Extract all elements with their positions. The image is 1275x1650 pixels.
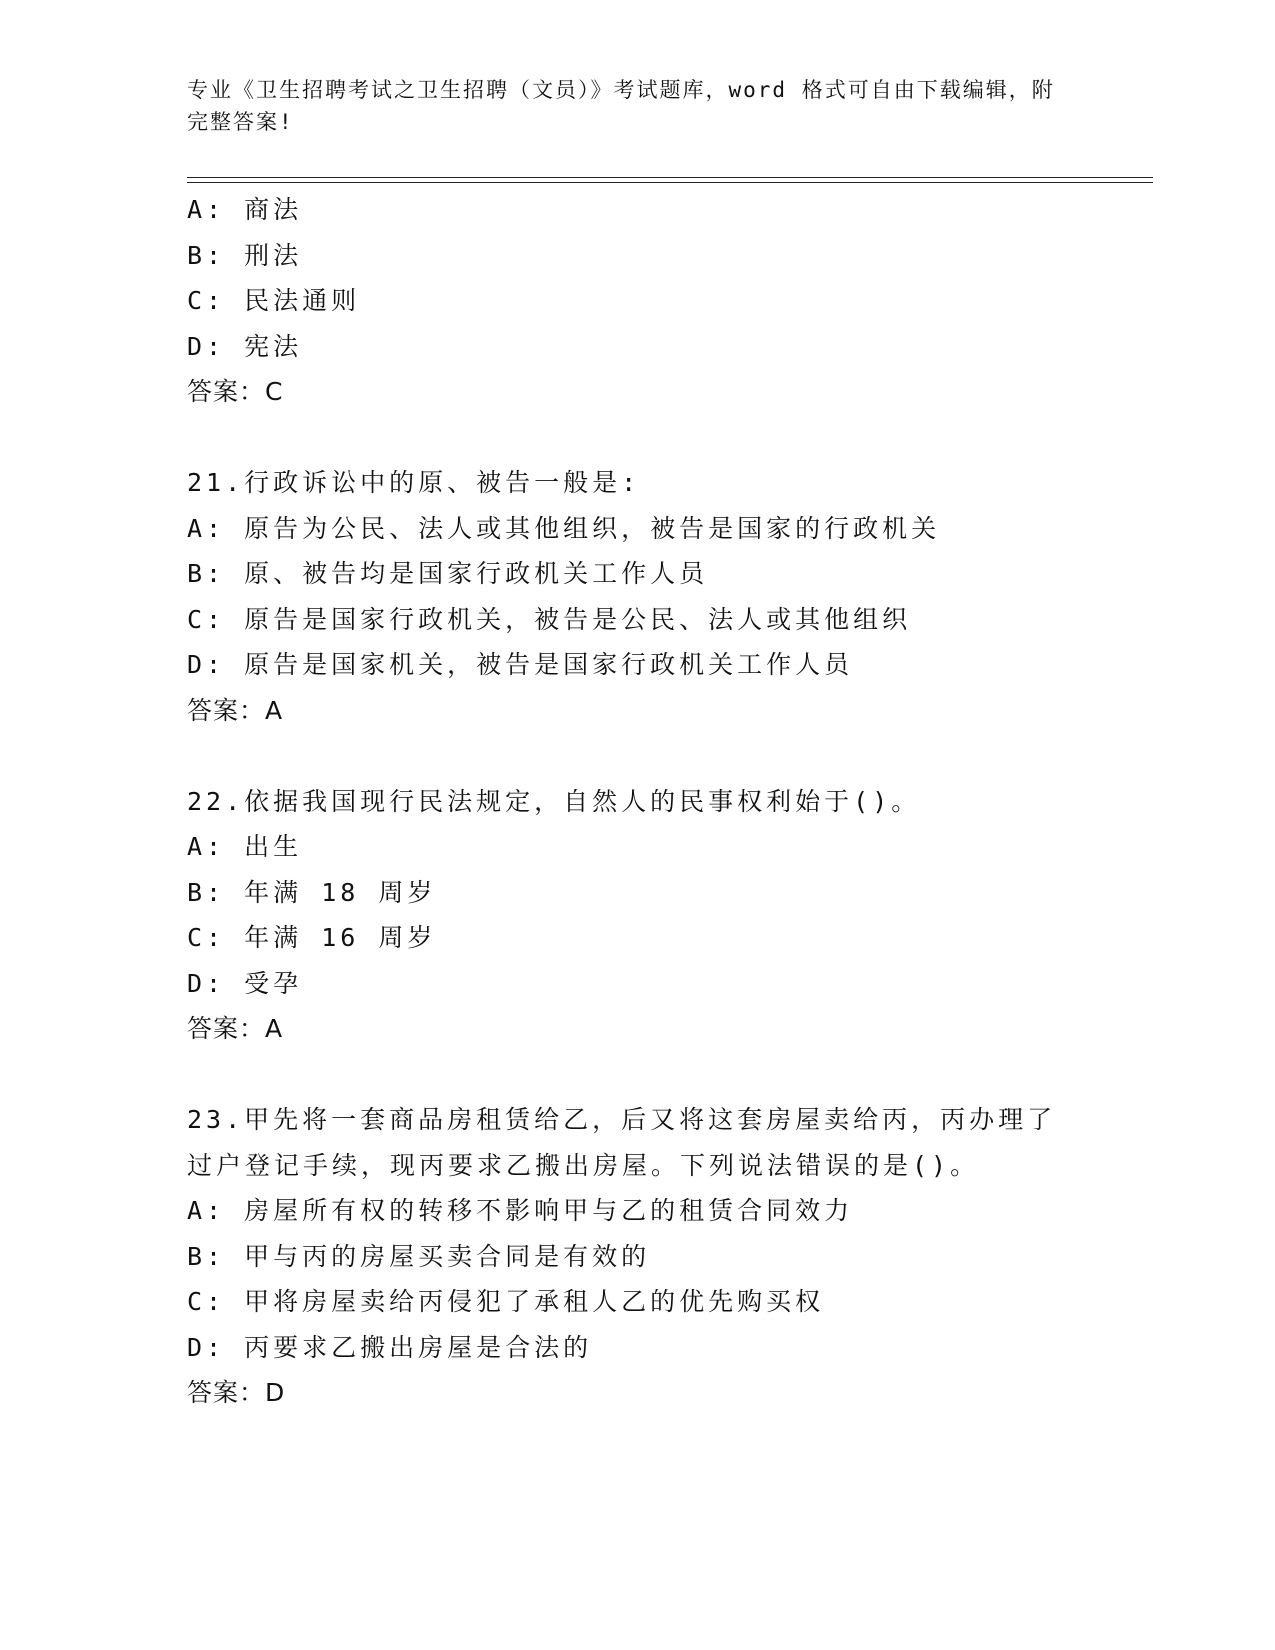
option-a: A: 商法 [187, 195, 303, 224]
answer-line: 答案：C [187, 377, 284, 406]
option-d: D: 宪法 [187, 331, 303, 361]
question-block-22 [187, 779, 1153, 1052]
answer-line: 答案：D [187, 1378, 286, 1407]
option-b: B: 刑法 [187, 240, 303, 270]
question-block-23 [187, 1097, 1153, 1416]
option-c: C: 原告是国家行政机关，被告是公民、法人或其他组织 [187, 604, 912, 634]
option-c: C: 甲将房屋卖给丙侵犯了承租人乙的优先购买权 [187, 1287, 825, 1316]
option-d: D: 受孕 [187, 968, 303, 998]
document-intro: 专业《卫生招聘考试之卫生招聘（文员）》考试题库，word 格式可自由下载编辑，附完整答案! [187, 78, 1055, 134]
option-d: D: 丙要求乙搬出房屋是合法的 [187, 1332, 593, 1362]
option-c: C: 年满 16 周岁 [187, 923, 437, 952]
option-b: B: 原、被告均是国家行政机关工作人员 [187, 559, 709, 588]
answer-line: 答案：A [187, 695, 284, 725]
option-b: B: 年满 18 周岁 [187, 877, 437, 907]
spacer [187, 1052, 1153, 1098]
option-a: A: 房屋所有权的转移不影响甲与乙的租赁合同效力 [187, 1196, 854, 1225]
question-text: 23.甲先将一套商品房租赁给乙，后又将这套房屋卖给丙，丙办理了过户登记手续，现丙要求乙搬出房屋。下列说法错误的是()。 [187, 1105, 1057, 1180]
option-d: D: 原告是国家机关，被告是国家行政机关工作人员 [187, 650, 854, 679]
header-divider [187, 177, 1153, 178]
question-list [187, 187, 1153, 1416]
option-c: C: 民法通则 [187, 286, 361, 315]
option-a: A: 原告为公民、法人或其他组织，被告是国家的行政机关 [187, 513, 941, 543]
question-text: 22.依据我国现行民法规定，自然人的民事权利始于()。 [187, 786, 921, 816]
answer-line: 答案：A [187, 1014, 284, 1043]
spacer [187, 733, 1153, 779]
header-divider-second [187, 182, 1153, 183]
option-a: A: 出生 [187, 832, 303, 861]
question-block-20 [187, 187, 1153, 415]
spacer [187, 415, 1153, 461]
question-block-21 [187, 460, 1153, 733]
question-text: 21.行政诉讼中的原、被告一般是: [187, 468, 641, 497]
option-b: B: 甲与丙的房屋买卖合同是有效的 [187, 1241, 651, 1271]
